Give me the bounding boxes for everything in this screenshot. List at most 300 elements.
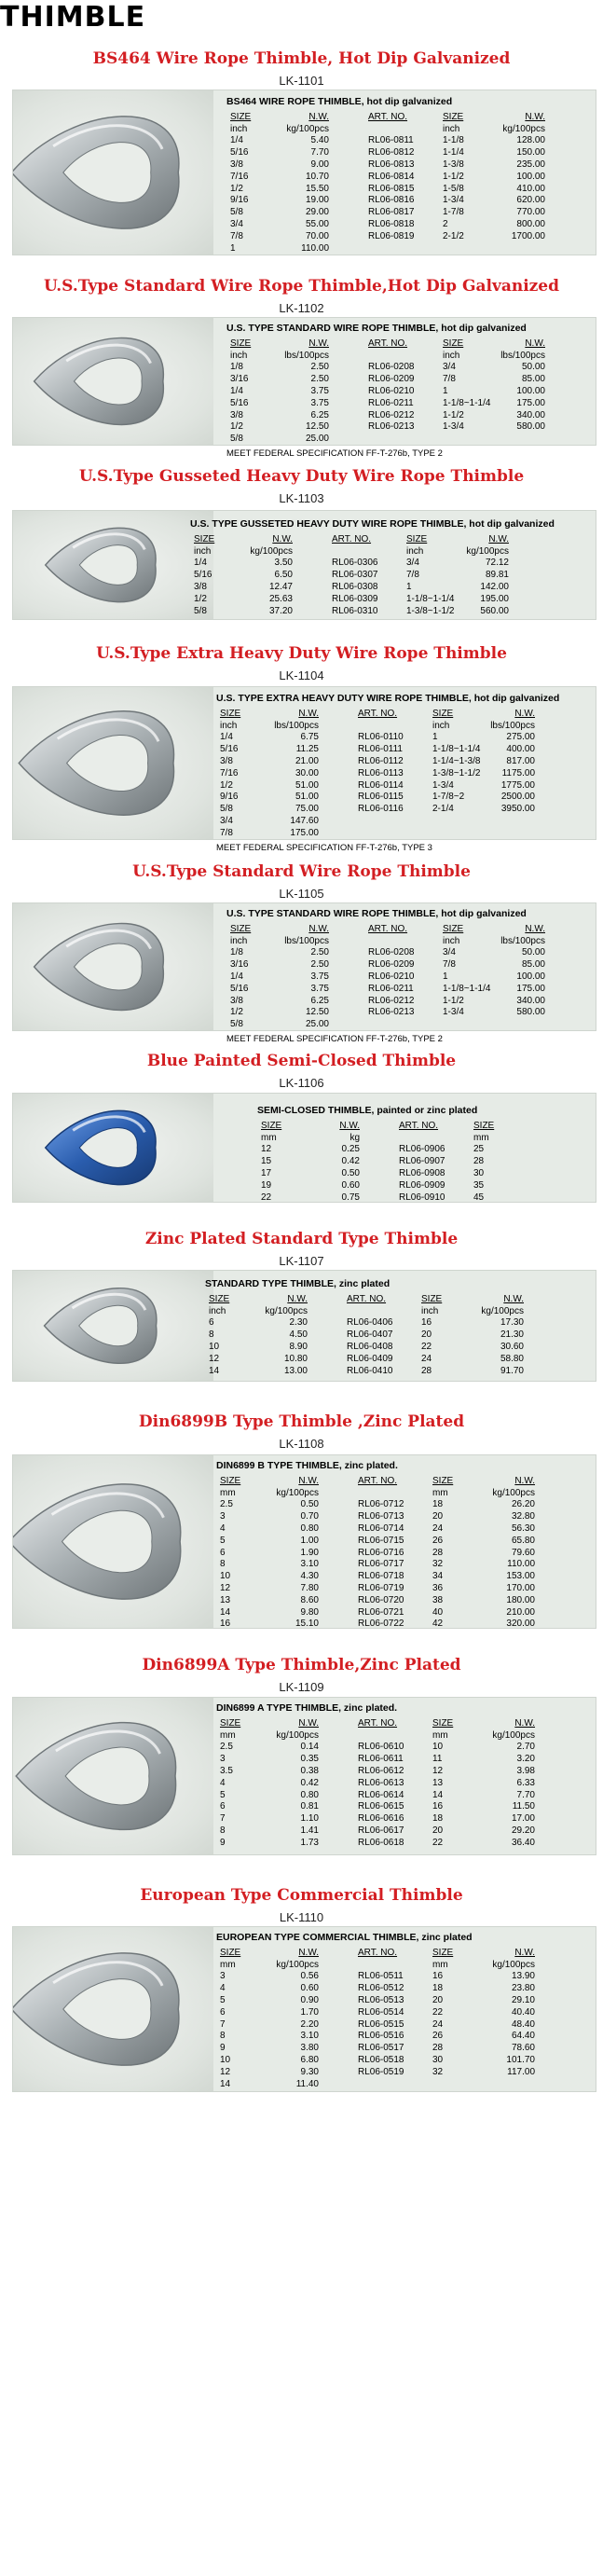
table-cell xyxy=(336,936,439,948)
table-cell: 7.70 xyxy=(310,147,329,158)
table-cell: 3950.00 xyxy=(500,804,535,815)
table-row xyxy=(216,744,539,756)
table-cell: 210.00 xyxy=(506,1606,535,1618)
table-cell: 10 xyxy=(220,2054,231,2065)
table-cell: kg/100pcs xyxy=(276,1959,319,1970)
table-cell: 20 xyxy=(432,1511,444,1522)
table-cell: RL06-0211 xyxy=(368,397,414,408)
table-row xyxy=(216,1838,539,1850)
table-cell: 7/8 xyxy=(443,959,456,971)
table-cell xyxy=(528,1168,580,1180)
product-code: LK-1103 xyxy=(279,491,324,505)
product-panel xyxy=(12,1926,596,2092)
table-cell xyxy=(497,1019,549,1031)
table-cell: 30.60 xyxy=(500,1341,524,1352)
table-cell: ART. NO. xyxy=(368,337,408,349)
table-cell: SIZE xyxy=(220,1717,241,1729)
spec-table-title: U.S. TYPE STANDARD WIRE ROPE THIMBLE, hot dip galvanized xyxy=(226,908,527,919)
table-cell: 9/16 xyxy=(230,195,249,206)
product-code: LK-1104 xyxy=(279,668,324,682)
table-cell: mm xyxy=(432,1729,448,1741)
table-cell: RL06-0408 xyxy=(347,1341,393,1352)
table-cell: RL06-0816 xyxy=(368,195,415,206)
table-cell: 40.40 xyxy=(511,2006,535,2018)
table-row xyxy=(226,984,549,996)
table-row xyxy=(226,362,549,374)
table-cell: kg/100pcs xyxy=(265,1305,308,1316)
product-photo xyxy=(13,1698,213,1854)
table-row xyxy=(226,410,549,422)
product-photo xyxy=(13,1455,213,1628)
table-row xyxy=(216,2007,539,2019)
table-cell: 22 xyxy=(432,1837,444,1848)
table-cell: SIZE xyxy=(230,337,252,349)
table-cell: RL06-0515 xyxy=(358,2018,404,2030)
table-units-row xyxy=(226,124,549,136)
table-row xyxy=(216,756,539,768)
table-row xyxy=(205,1342,528,1354)
table-cell: 7 xyxy=(220,1813,226,1825)
table-cell xyxy=(439,243,497,255)
table-cell: RL06-0811 xyxy=(368,135,414,146)
table-cell: 3.5 xyxy=(220,1765,233,1776)
table-cell: 10.70 xyxy=(305,171,329,182)
table-cell: 1/4 xyxy=(230,385,243,396)
table-cell: 6 xyxy=(209,1317,214,1329)
table-cell: 2.5 xyxy=(220,1499,233,1510)
table-cell: 142.00 xyxy=(480,581,509,592)
section-header xyxy=(0,1412,603,1452)
table-cell: 1-1/4 xyxy=(443,147,464,158)
table-cell: 3.80 xyxy=(300,2043,319,2054)
table-row xyxy=(216,1742,539,1754)
table-cell: 55.00 xyxy=(305,218,329,229)
table-cell: 17.00 xyxy=(511,1813,535,1825)
table-cell: RL06-0618 xyxy=(358,1837,404,1848)
spec-table-title: BS464 WIRE ROPE THIMBLE, hot dip galvanized xyxy=(226,96,453,107)
table-cell: 7/8 xyxy=(230,230,243,241)
table-cell: RL06-0908 xyxy=(399,1167,445,1178)
steel-thimble-icon xyxy=(13,687,213,839)
table-cell: SIZE xyxy=(443,337,464,349)
section-title: U.S.Type Gusseted Heavy Duty Wire Rope Thimble xyxy=(78,467,525,486)
steel-thimble-icon xyxy=(13,511,213,619)
product-code: LK-1108 xyxy=(279,1437,324,1451)
table-cell: SIZE xyxy=(220,1475,241,1486)
table-cell: inch xyxy=(230,350,248,361)
table-cell: 117.00 xyxy=(507,2066,535,2077)
table-cell xyxy=(326,828,429,840)
table-row xyxy=(216,2055,539,2067)
table-cell: RL06-0814 xyxy=(368,171,415,182)
table-cell: inch xyxy=(406,545,424,557)
table-cell: SIZE xyxy=(230,111,252,122)
table-cell: RL06-0610 xyxy=(358,1742,404,1753)
table-row xyxy=(216,1995,539,2007)
table-cell: 12 xyxy=(220,1582,231,1593)
table-cell: 8 xyxy=(220,1559,226,1570)
table-cell: 5.40 xyxy=(310,135,329,146)
table-cell: 1175.00 xyxy=(501,767,535,778)
table-cell: 0.42 xyxy=(300,1777,319,1788)
product-code: LK-1106 xyxy=(279,1076,324,1090)
table-cell: RL06-0210 xyxy=(368,971,415,982)
table-row xyxy=(205,1317,528,1329)
table-cell: 5/8 xyxy=(194,605,207,616)
table-cell: 9/16 xyxy=(220,792,239,803)
section-title: Blue Painted Semi-Closed Thimble xyxy=(146,1052,457,1070)
table-row xyxy=(226,398,549,410)
table-cell: 12.50 xyxy=(305,421,329,433)
table-cell: RL06-0717 xyxy=(358,1559,404,1570)
table-cell: 3/8 xyxy=(220,755,233,766)
table-cell xyxy=(497,243,549,255)
table-header-row xyxy=(226,338,549,351)
product-code: LK-1102 xyxy=(279,301,324,315)
table-cell: 14 xyxy=(209,1365,220,1376)
table-cell xyxy=(429,828,487,840)
table-row xyxy=(226,243,549,255)
table-cell: 89.81 xyxy=(485,570,509,581)
table-units-row xyxy=(205,1306,528,1318)
table-cell: ART. NO. xyxy=(368,111,408,122)
table-cell: SIZE xyxy=(220,1947,241,1958)
table-cell: RL06-0611 xyxy=(358,1754,404,1765)
table-header-row xyxy=(205,1294,528,1306)
section-title: Din6899B Type Thimble ,Zinc Plated xyxy=(138,1412,465,1431)
table-row xyxy=(205,1366,528,1378)
section-header xyxy=(0,1229,603,1269)
table-cell: 5/8 xyxy=(220,804,233,815)
table-cell: 24 xyxy=(432,1522,444,1534)
table-cell: 3.98 xyxy=(516,1765,535,1776)
section-title: U.S.Type Standard Wire Rope Thimble,Hot Dip Galvanized xyxy=(43,277,560,296)
table-cell xyxy=(439,434,497,446)
table-cell: 7.80 xyxy=(300,1582,319,1593)
table-cell: 3/4 xyxy=(443,362,456,373)
table-cell xyxy=(528,1144,580,1156)
table-cell: 1 xyxy=(443,385,448,396)
table-cell: RL06-0906 xyxy=(399,1144,445,1155)
table-row xyxy=(216,1778,539,1790)
spec-table-title: DIN6899 B TYPE THIMBLE, zinc plated. xyxy=(216,1460,398,1471)
table-row xyxy=(257,1156,580,1168)
table-cell xyxy=(326,816,429,828)
table-cell: 3/8 xyxy=(230,995,243,1006)
table-cell: 10.80 xyxy=(283,1353,308,1364)
table-row xyxy=(216,1548,539,1560)
table-cell: RL06-0208 xyxy=(368,947,415,958)
spec-table-title: U.S. TYPE EXTRA HEAVY DUTY WIRE ROPE THIMBLE, hot dip galvanized xyxy=(216,693,560,704)
product-photo xyxy=(13,1094,213,1202)
table-cell: kg/100pcs xyxy=(502,123,545,134)
table-cell: 21.30 xyxy=(500,1329,524,1341)
table-cell: N.W. xyxy=(525,923,545,934)
table-cell: 1/2 xyxy=(230,421,243,433)
product-code: LK-1107 xyxy=(279,1254,324,1268)
product-photo xyxy=(13,1927,213,2091)
table-cell: 6 xyxy=(220,2006,226,2018)
table-cell: lbs/100pcs xyxy=(490,720,535,731)
table-cell: 7.70 xyxy=(516,1789,535,1800)
table-cell: 180.00 xyxy=(506,1594,535,1605)
table-cell: 410.00 xyxy=(516,183,545,194)
table-cell xyxy=(300,546,403,558)
table-cell: 1/2 xyxy=(230,1007,243,1018)
table-cell: RL06-0212 xyxy=(368,409,415,420)
table-row xyxy=(216,2067,539,2079)
table-cell: 340.00 xyxy=(516,995,545,1006)
table-cell: RL06-0612 xyxy=(358,1765,404,1776)
table-cell: 51.00 xyxy=(295,792,319,803)
table-cell: 18 xyxy=(432,1499,444,1510)
table-cell: 28 xyxy=(473,1156,485,1167)
product-photo xyxy=(13,318,213,445)
table-cell: 23.80 xyxy=(511,1983,535,1994)
table-row xyxy=(190,594,513,606)
table-row xyxy=(216,816,539,828)
table-row xyxy=(226,959,549,971)
table-cell: 85.00 xyxy=(521,959,545,971)
table-cell: SIZE xyxy=(421,1293,443,1304)
spec-table-title: EUROPEAN TYPE COMMERCIAL THIMBLE, zinc plated xyxy=(216,1932,473,1943)
table-cell: 14 xyxy=(432,1789,444,1800)
table-cell xyxy=(336,351,439,363)
table-cell: 1-3/8 xyxy=(443,158,464,170)
table-row xyxy=(226,159,549,172)
table-cell: 1-1/8 xyxy=(443,135,464,146)
steel-thimble-icon xyxy=(13,318,213,445)
table-row xyxy=(226,184,549,196)
table-cell: RL06-0111 xyxy=(358,744,403,755)
table-cell: 8 xyxy=(209,1329,214,1341)
table-cell: 12.50 xyxy=(305,1007,329,1018)
specification-note: MEET FEDERAL SPECIFICATION FF-T-276b, TYPE 2 xyxy=(226,1033,443,1044)
table-cell: 12 xyxy=(209,1353,220,1364)
table-cell: lbs/100pcs xyxy=(500,935,545,946)
table-row xyxy=(216,792,539,804)
table-cell xyxy=(528,1121,580,1133)
table-cell: 5/8 xyxy=(230,434,243,445)
table-cell xyxy=(487,2079,539,2091)
table-cell: RL06-0213 xyxy=(368,1007,415,1018)
table-cell: 1.90 xyxy=(300,1547,319,1558)
table-cell: 2.20 xyxy=(300,2018,319,2030)
table-cell xyxy=(336,124,439,136)
table-cell: N.W. xyxy=(298,1717,319,1729)
table-row xyxy=(226,1019,549,1031)
table-row xyxy=(216,2031,539,2043)
table-cell: 25.63 xyxy=(268,593,293,604)
table-cell: 25 xyxy=(473,1144,485,1155)
table-cell: 2.50 xyxy=(310,959,329,971)
table-cell: 1-3/8~1-1/2 xyxy=(432,767,481,778)
table-cell: ART. NO. xyxy=(358,1717,398,1729)
table-cell: inch xyxy=(209,1305,226,1316)
table-cell: RL06-0209 xyxy=(368,374,415,385)
table-cell: SIZE xyxy=(261,1120,282,1131)
table-cell: 1-1/2 xyxy=(443,409,464,420)
table-cell: 1-1/4~1-3/8 xyxy=(432,755,481,766)
table-units-row xyxy=(216,1488,539,1500)
table-cell: RL06-0112 xyxy=(358,755,404,766)
table-cell: 110.00 xyxy=(301,242,329,254)
section-header xyxy=(0,643,603,683)
product-code: LK-1110 xyxy=(279,1910,324,1924)
table-cell: mm xyxy=(432,1487,448,1498)
table-cell: 3.75 xyxy=(310,385,329,396)
table-cell: 10 xyxy=(209,1341,220,1352)
page-title: THIMBLE xyxy=(0,1,146,34)
table-cell xyxy=(326,721,429,733)
table-cell: RL06-0113 xyxy=(358,767,404,778)
table-cell: RL06-0617 xyxy=(358,1825,404,1836)
table-cell: 560.00 xyxy=(480,605,509,616)
table-cell: 17.30 xyxy=(500,1317,524,1329)
steel-thimble-icon xyxy=(13,1927,213,2091)
table-row xyxy=(205,1354,528,1366)
table-cell: 13.90 xyxy=(511,1971,535,1982)
spec-table-title: DIN6899 A TYPE THIMBLE, zinc plated. xyxy=(216,1702,398,1714)
section-header xyxy=(0,1655,603,1695)
table-cell: 6.25 xyxy=(310,995,329,1006)
table-row xyxy=(216,780,539,792)
table-cell: RL06-0815 xyxy=(368,183,415,194)
table-cell xyxy=(429,2079,487,2091)
table-header-row xyxy=(226,924,549,936)
table-cell: 128.00 xyxy=(516,135,545,146)
table-cell: 24 xyxy=(421,1353,432,1364)
table-cell: 1-5/8 xyxy=(443,183,464,194)
spec-table-title: U.S. TYPE STANDARD WIRE ROPE THIMBLE, hot dip galvanized xyxy=(226,323,527,334)
specification-note: MEET FEDERAL SPECIFICATION FF-T-276b, TYPE 3 xyxy=(216,842,432,853)
table-cell: 1700.00 xyxy=(511,230,545,241)
table-cell: 2-1/4 xyxy=(432,804,454,815)
product-code: LK-1101 xyxy=(279,74,324,88)
table-cell xyxy=(439,1019,497,1031)
table-cell: 3.10 xyxy=(300,1559,319,1570)
table-cell: 30 xyxy=(473,1167,485,1178)
table-cell: RL06-0213 xyxy=(368,421,415,433)
table-units-row xyxy=(216,1730,539,1743)
table-cell: RL06-0309 xyxy=(332,593,378,604)
table-cell: 19.00 xyxy=(305,195,329,206)
table-cell: 26 xyxy=(432,1535,444,1546)
table-cell: N.W. xyxy=(525,111,545,122)
table-row xyxy=(216,1523,539,1536)
table-cell: 1-1/2 xyxy=(443,171,464,182)
table-cell: RL06-0114 xyxy=(358,779,404,791)
spec-table xyxy=(216,1702,539,1850)
table-cell: 5 xyxy=(220,1994,226,2005)
table-cell: 0.14 xyxy=(300,1742,319,1753)
table-cell: RL06-0308 xyxy=(332,581,378,592)
table-cell: 40 xyxy=(432,1606,444,1618)
table-cell: 8 xyxy=(220,2031,226,2042)
table-cell: 170.00 xyxy=(506,1582,535,1593)
table-cell: inch xyxy=(194,545,212,557)
table-cell: 0.70 xyxy=(300,1511,319,1522)
product-code: LK-1105 xyxy=(279,887,324,901)
table-cell: RL06-0518 xyxy=(358,2054,404,2065)
table-cell: 0.90 xyxy=(300,1994,319,2005)
table-cell: 2-1/2 xyxy=(443,230,464,241)
table-cell: 2.50 xyxy=(310,947,329,958)
table-row xyxy=(226,947,549,959)
table-row xyxy=(216,1595,539,1607)
table-cell: 153.00 xyxy=(506,1571,535,1582)
table-cell: N.W. xyxy=(272,533,293,544)
table-cell: 1-1/8~1-1/4 xyxy=(443,397,491,408)
table-row xyxy=(226,1007,549,1019)
table-cell: 2.50 xyxy=(310,362,329,373)
table-cell: 16 xyxy=(432,1971,444,1982)
table-cell: 29.20 xyxy=(511,1825,535,1836)
table-cell: mm xyxy=(261,1132,277,1143)
table-cell: 3.75 xyxy=(310,983,329,994)
table-cell: 1-3/8~1-1/2 xyxy=(406,605,455,616)
table-cell: ART. NO. xyxy=(358,1947,398,1958)
table-row xyxy=(216,1983,539,1995)
blue-thimble-icon xyxy=(13,1094,213,1202)
table-cell: RL06-0720 xyxy=(358,1594,404,1605)
table-cell: RL06-0211 xyxy=(368,983,414,994)
table-cell: 50.00 xyxy=(521,947,545,958)
table-cell: RL06-0208 xyxy=(368,362,415,373)
spec-table-title: STANDARD TYPE THIMBLE, zinc plated xyxy=(205,1278,391,1289)
table-cell: RL06-0614 xyxy=(358,1789,404,1800)
table-cell: 1/8 xyxy=(230,362,243,373)
table-cell: 22 xyxy=(261,1192,272,1203)
table-cell: RL06-0613 xyxy=(358,1777,404,1788)
table-cell: lbs/100pcs xyxy=(274,720,319,731)
table-cell: 29.00 xyxy=(305,207,329,218)
table-cell: ART. NO. xyxy=(358,708,398,719)
table-cell: inch xyxy=(443,350,460,361)
table-row xyxy=(226,421,549,434)
table-cell: 0.60 xyxy=(300,1983,319,1994)
table-row xyxy=(226,207,549,219)
table-cell: N.W. xyxy=(308,337,329,349)
table-cell: 36.40 xyxy=(511,1837,535,1848)
table-cell: 1/4 xyxy=(230,971,243,982)
table-cell: RL06-0209 xyxy=(368,959,415,971)
table-cell: 3.10 xyxy=(300,2031,319,2042)
table-cell: 175.00 xyxy=(290,827,319,838)
table-row xyxy=(226,135,549,147)
table-cell: 75.00 xyxy=(295,804,319,815)
product-photo xyxy=(13,903,213,1030)
section-title: U.S.Type Standard Wire Rope Thimble xyxy=(132,862,471,881)
table-cell: kg/100pcs xyxy=(492,1487,535,1498)
table-cell: RL06-0210 xyxy=(368,385,415,396)
table-cell: 0.42 xyxy=(341,1156,360,1167)
table-cell xyxy=(326,1960,429,1972)
table-cell: 5/16 xyxy=(194,570,212,581)
table-cell: 1-7/8~2 xyxy=(432,792,465,803)
table-cell: 3/8 xyxy=(194,581,207,592)
table-cell: RL06-0307 xyxy=(332,570,378,581)
product-panel xyxy=(12,1270,596,1382)
table-cell: RL06-0910 xyxy=(399,1192,445,1203)
table-row xyxy=(216,1825,539,1838)
table-cell: 26.20 xyxy=(511,1499,535,1510)
section-header xyxy=(0,1051,603,1091)
table-cell: 8.90 xyxy=(289,1341,308,1352)
table-cell: 6.25 xyxy=(310,409,329,420)
table-cell: 58.80 xyxy=(500,1353,524,1364)
table-cell xyxy=(315,1306,418,1318)
